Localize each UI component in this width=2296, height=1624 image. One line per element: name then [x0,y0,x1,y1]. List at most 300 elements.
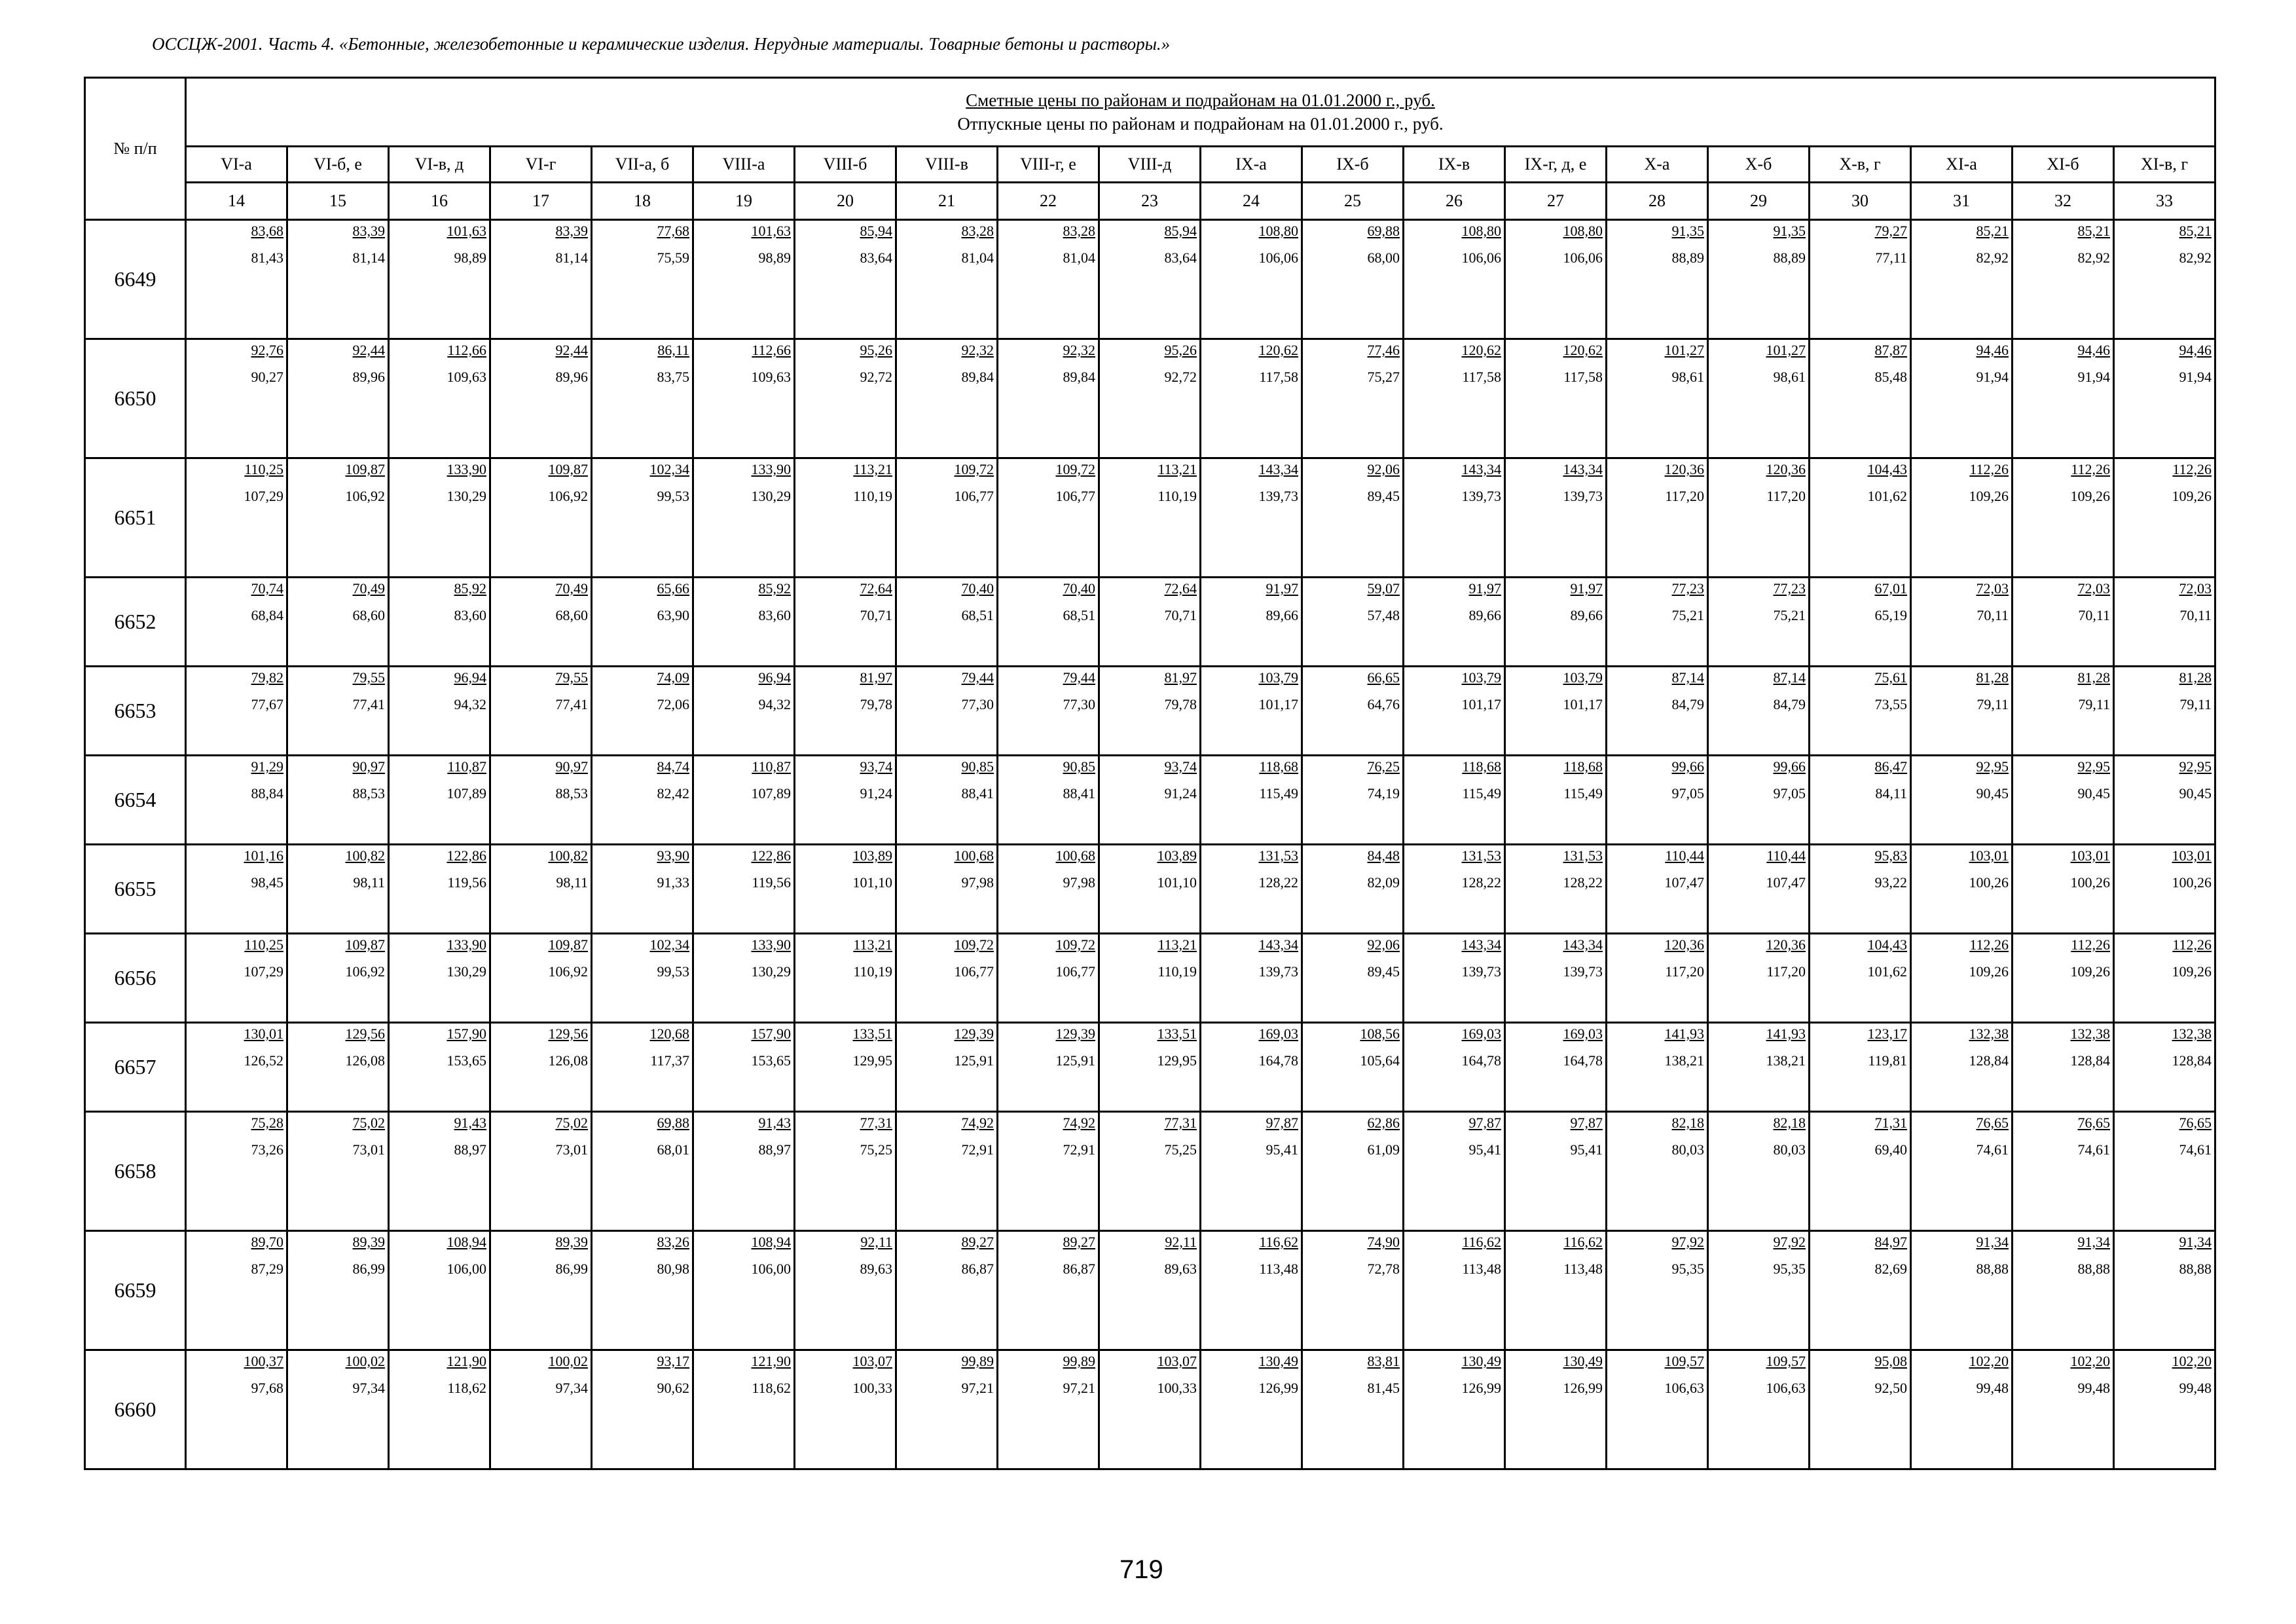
estimate-price: 84,74 [657,758,689,775]
price-cell [998,1023,1099,1112]
release-price: 98,11 [353,874,385,891]
estimate-price: 77,31 [860,1115,892,1131]
row-number: 6656 [85,934,186,1023]
price-cell [2013,458,2114,578]
release-price: 84,79 [1773,696,1806,712]
estimate-price: 129,56 [548,1025,588,1042]
number-column-header: № п/п [85,78,186,220]
release-price: 98,45 [251,874,283,891]
region-header: VIII-г, е [998,147,1099,183]
price-cell [2013,220,2114,339]
estimate-price: 92,76 [251,342,283,358]
table-row [85,578,2215,667]
estimate-price: 169,03 [1258,1025,1298,1042]
estimate-price: 103,79 [1258,669,1298,686]
price-cell [592,1112,693,1231]
title-estimate-prices: Сметные цены по районам и подрайонам на 01.01.2000 г., руб. [966,90,1435,110]
release-price: 68,60 [352,607,385,623]
price-cell [1302,845,1404,934]
release-price: 107,47 [1766,874,1806,891]
price-cell [186,339,287,458]
price-cell [1302,667,1404,756]
price-cell [896,339,998,458]
release-price: 89,96 [555,369,588,385]
estimate-price: 101,16 [244,847,283,864]
price-cell [795,845,896,934]
release-price: 99,48 [2077,1380,2110,1396]
estimate-price: 120,62 [1563,342,1603,358]
price-cell [389,1023,490,1112]
price-cell [2013,934,2114,1023]
release-price: 89,66 [1570,607,1603,623]
release-price: 109,26 [2070,488,2110,504]
estimate-price: 96,94 [454,669,486,686]
release-price: 153,65 [751,1052,791,1069]
estimate-price: 93,74 [1164,758,1197,775]
price-cell [1607,1231,1708,1350]
price-cell [1810,934,1911,1023]
estimate-price: 120,62 [1258,342,1298,358]
column-number: 30 [1810,183,1911,220]
release-price: 61,09 [1367,1141,1400,1158]
estimate-price: 101,63 [446,223,486,239]
price-cell [998,1231,1099,1350]
estimate-price: 83,26 [657,1234,689,1250]
region-header: VI-г [490,147,592,183]
estimate-price: 87,14 [1671,669,1704,686]
price-cell [1404,1023,1505,1112]
price-cell [2114,756,2215,845]
estimate-price: 110,25 [244,461,283,477]
release-price: 109,26 [1969,488,2009,504]
table-row [85,339,2215,458]
price-cell [1911,756,2013,845]
release-price: 88,53 [555,785,588,802]
price-cell [1810,1350,1911,1469]
release-price: 101,17 [1461,696,1501,712]
release-price: 77,41 [555,696,588,712]
price-table [84,77,2216,1470]
release-price: 97,05 [1773,785,1806,802]
release-price: 89,96 [352,369,385,385]
release-price: 82,92 [2179,249,2212,266]
price-cell [2114,578,2215,667]
estimate-price: 84,48 [1367,847,1400,864]
estimate-price: 100,02 [345,1353,385,1369]
estimate-price: 109,72 [954,461,994,477]
price-cell [896,756,998,845]
release-price: 68,00 [1367,249,1400,266]
estimate-price: 133,90 [446,936,486,953]
column-number: 31 [1911,183,2013,220]
price-cell [1810,756,1911,845]
release-price: 75,25 [1164,1141,1197,1158]
price-cell [186,1023,287,1112]
estimate-price: 74,90 [1367,1234,1400,1250]
price-cell [1911,1231,2013,1350]
release-price: 70,11 [2078,607,2110,623]
price-cell [998,667,1099,756]
estimate-price: 141,93 [1766,1025,1806,1042]
release-price: 125,91 [1055,1052,1095,1069]
estimate-price: 129,39 [1055,1025,1095,1042]
estimate-price: 85,21 [1976,223,2009,239]
price-cell [1810,220,1911,339]
price-cell [693,1112,795,1231]
release-price: 107,89 [751,785,791,802]
price-cell [795,339,896,458]
estimate-price: 72,64 [860,580,892,597]
estimate-price: 91,97 [1468,580,1501,597]
release-price: 98,61 [1773,369,1806,385]
release-price: 164,78 [1258,1052,1298,1069]
release-price: 138,21 [1766,1052,1806,1069]
estimate-price: 94,46 [1976,342,2009,358]
price-cell [389,934,490,1023]
estimate-price: 133,90 [751,936,791,953]
release-price: 95,41 [1468,1141,1501,1158]
estimate-price: 109,72 [954,936,994,953]
price-cell [490,339,592,458]
price-cell [287,667,389,756]
estimate-price: 132,38 [2172,1025,2212,1042]
price-cell [795,667,896,756]
estimate-price: 108,80 [1461,223,1501,239]
price-cell [1302,1112,1404,1231]
estimate-price: 112,26 [2172,936,2212,953]
price-cell [2114,934,2215,1023]
release-price: 107,29 [244,488,283,504]
estimate-price: 90,85 [1063,758,1095,775]
column-number: 22 [998,183,1099,220]
price-cell [693,845,795,934]
estimate-price: 108,56 [1360,1025,1400,1042]
release-price: 70,71 [860,607,892,623]
release-price: 65,19 [1874,607,1907,623]
region-header: VI-в, д [389,147,490,183]
release-price: 77,67 [251,696,283,712]
price-cell [1201,339,1302,458]
release-price: 126,08 [548,1052,588,1069]
price-cell [490,1112,592,1231]
price-cell [1810,667,1911,756]
estimate-price: 81,97 [860,669,892,686]
estimate-price: 75,02 [352,1115,385,1131]
estimate-price: 133,90 [446,461,486,477]
release-price: 98,89 [758,249,791,266]
price-cell [1708,934,1810,1023]
release-price: 139,73 [1563,488,1603,504]
release-price: 153,65 [446,1052,486,1069]
estimate-price: 91,35 [1671,223,1704,239]
release-price: 126,99 [1563,1380,1603,1396]
release-price: 91,94 [1976,369,2009,385]
region-header: VIII-а [693,147,795,183]
price-cell [1708,220,1810,339]
estimate-price: 120,36 [1664,461,1704,477]
release-price: 82,69 [1874,1261,1907,1277]
estimate-price: 101,27 [1664,342,1704,358]
estimate-price: 103,01 [1969,847,2009,864]
estimate-price: 118,68 [1563,758,1603,775]
release-price: 128,84 [2172,1052,2212,1069]
price-cell [2114,1350,2215,1469]
price-cell [1708,339,1810,458]
release-price: 89,84 [961,369,994,385]
region-header: IX-г, д, е [1505,147,1607,183]
estimate-price: 66,65 [1367,669,1400,686]
release-price: 73,26 [251,1141,283,1158]
release-price: 106,63 [1766,1380,1806,1396]
release-price: 119,81 [1868,1052,1907,1069]
release-price: 87,29 [251,1261,283,1277]
release-price: 79,78 [860,696,892,712]
estimate-price: 71,31 [1874,1115,1907,1131]
column-number: 32 [2013,183,2114,220]
release-price: 106,77 [1055,963,1095,980]
release-price: 106,06 [1563,249,1603,266]
estimate-price: 123,17 [1867,1025,1907,1042]
price-cell [1505,934,1607,1023]
price-cell [1911,934,2013,1023]
release-price: 86,87 [961,1261,994,1277]
estimate-price: 83,68 [251,223,283,239]
release-price: 99,48 [2179,1380,2212,1396]
price-cell [1099,756,1201,845]
release-price: 126,52 [244,1052,283,1069]
price-cell [490,1350,592,1469]
estimate-price: 108,94 [751,1234,791,1250]
release-price: 57,48 [1367,607,1400,623]
price-cell [186,578,287,667]
price-cell [896,1231,998,1350]
price-cell [896,667,998,756]
price-cell [1607,1350,1708,1469]
estimate-price: 75,61 [1874,669,1907,686]
estimate-price: 113,21 [853,461,892,477]
title-row [85,78,2215,147]
estimate-price: 121,90 [751,1353,791,1369]
price-cell [389,667,490,756]
region-header: XI-в, г [2114,147,2215,183]
release-price: 81,14 [555,249,588,266]
estimate-price: 143,34 [1563,461,1603,477]
estimate-price: 92,95 [1976,758,2009,775]
release-price: 106,00 [751,1261,791,1277]
release-price: 128,22 [1258,874,1298,891]
price-cell [693,1350,795,1469]
release-price: 106,92 [548,963,588,980]
price-cell [1302,1023,1404,1112]
release-price: 92,50 [1874,1380,1907,1396]
price-cell [1099,845,1201,934]
release-price: 130,29 [751,963,791,980]
release-price: 72,91 [1063,1141,1095,1158]
release-price: 88,88 [1976,1261,2009,1277]
release-price: 129,95 [1157,1052,1197,1069]
estimate-price: 85,92 [758,580,791,597]
release-price: 115,49 [1563,785,1603,802]
release-price: 74,61 [2077,1141,2110,1158]
price-cell [1404,1231,1505,1350]
price-cell [1708,845,1810,934]
price-cell [998,458,1099,578]
release-price: 92,72 [1164,369,1197,385]
estimate-price: 87,87 [1874,342,1907,358]
estimate-price: 102,20 [1969,1353,2009,1369]
price-cell [1404,756,1505,845]
price-cell [1099,458,1201,578]
release-price: 88,97 [454,1141,486,1158]
estimate-price: 81,97 [1164,669,1197,686]
release-price: 95,41 [1266,1141,1298,1158]
release-price: 81,14 [352,249,385,266]
price-cell [2013,1350,2114,1469]
price-cell [1099,578,1201,667]
estimate-price: 157,90 [446,1025,486,1042]
release-price: 82,42 [657,785,689,802]
price-cell [389,1350,490,1469]
release-price: 89,63 [860,1261,892,1277]
release-price: 101,17 [1258,696,1298,712]
price-cell [1404,339,1505,458]
estimate-price: 79,44 [961,669,994,686]
estimate-price: 100,68 [954,847,994,864]
estimate-price: 76,65 [1976,1115,2009,1131]
estimate-price: 157,90 [751,1025,791,1042]
estimate-price: 109,72 [1055,461,1095,477]
estimate-price: 103,79 [1563,669,1603,686]
release-price: 82,92 [2077,249,2110,266]
release-price: 119,56 [752,874,791,891]
estimate-price: 129,56 [345,1025,385,1042]
price-cell [389,1231,490,1350]
estimate-price: 113,21 [853,936,892,953]
price-cell [1607,220,1708,339]
estimate-price: 141,93 [1664,1025,1704,1042]
estimate-price: 95,26 [1164,342,1197,358]
release-price: 138,21 [1664,1052,1704,1069]
price-cell [2114,845,2215,934]
price-cell [1201,756,1302,845]
release-price: 81,04 [1063,249,1095,266]
release-price: 89,66 [1266,607,1298,623]
price-cell [1404,667,1505,756]
estimate-price: 82,18 [1773,1115,1806,1131]
price-cell [795,756,896,845]
price-cell [287,1231,389,1350]
region-header: VIII-б [795,147,896,183]
estimate-price: 169,03 [1563,1025,1603,1042]
release-price: 69,40 [1874,1141,1907,1158]
price-cell [1302,578,1404,667]
price-cell [1607,1023,1708,1112]
release-price: 73,55 [1874,696,1907,712]
column-number: 15 [287,183,389,220]
estimate-price: 70,40 [1063,580,1095,597]
price-cell [795,578,896,667]
price-cell [490,458,592,578]
price-cell [1302,756,1404,845]
price-cell [998,756,1099,845]
estimate-price: 122,86 [751,847,791,864]
estimate-price: 74,92 [1063,1115,1095,1131]
release-price: 128,84 [1969,1052,2009,1069]
price-cell [490,1023,592,1112]
estimate-price: 83,39 [555,223,588,239]
estimate-price: 77,31 [1164,1115,1197,1131]
column-number: 26 [1404,183,1505,220]
release-price: 70,11 [2179,607,2212,623]
price-cell [1708,1023,1810,1112]
release-price: 101,62 [1867,488,1907,504]
estimate-price: 116,62 [1462,1234,1501,1250]
estimate-price: 120,36 [1766,936,1806,953]
release-price: 84,79 [1671,696,1704,712]
release-price: 106,06 [1258,249,1298,266]
release-price: 99,53 [657,488,689,504]
release-price: 80,03 [1671,1141,1704,1158]
price-cell [1099,667,1201,756]
estimate-price: 132,38 [2070,1025,2110,1042]
release-price: 113,48 [1462,1261,1501,1277]
table-row [85,845,2215,934]
price-cell [1911,1350,2013,1469]
release-price: 117,58 [1462,369,1501,385]
price-cell [1201,667,1302,756]
release-price: 110,19 [1157,488,1197,504]
release-price: 98,11 [556,874,588,891]
price-cell [1911,458,2013,578]
estimate-price: 85,21 [2179,223,2212,239]
column-number: 23 [1099,183,1201,220]
price-cell [1099,1023,1201,1112]
estimate-price: 76,65 [2077,1115,2110,1131]
release-price: 83,60 [454,607,486,623]
price-cell [1099,1350,1201,1469]
release-price: 88,84 [251,785,283,802]
release-price: 79,11 [1977,696,2009,712]
price-cell [490,1231,592,1350]
estimate-price: 109,57 [1766,1353,1806,1369]
title-release-prices: Отпускные цены по районам и подрайонам на 01.01.2000 г., руб. [957,114,1444,134]
release-price: 129,95 [852,1052,892,1069]
price-cell [389,578,490,667]
estimate-price: 130,49 [1258,1353,1298,1369]
release-price: 75,59 [657,249,689,266]
release-price: 98,61 [1671,369,1704,385]
row-number: 6658 [85,1112,186,1231]
price-cell [1810,339,1911,458]
estimate-price: 91,97 [1570,580,1603,597]
estimate-price: 110,87 [752,758,791,775]
price-cell [1302,339,1404,458]
estimate-price: 77,23 [1773,580,1806,597]
estimate-price: 100,02 [548,1353,588,1369]
release-price: 128,22 [1461,874,1501,891]
region-header: VI-б, е [287,147,389,183]
price-cell [2114,339,2215,458]
estimate-price: 79,44 [1063,669,1095,686]
estimate-price: 110,87 [447,758,486,775]
estimate-price: 65,66 [657,580,689,597]
release-price: 106,77 [1055,488,1095,504]
price-cell [795,1023,896,1112]
release-price: 91,94 [2077,369,2110,385]
estimate-price: 102,34 [649,461,689,477]
release-price: 79,11 [2078,696,2110,712]
estimate-price: 89,39 [555,1234,588,1250]
